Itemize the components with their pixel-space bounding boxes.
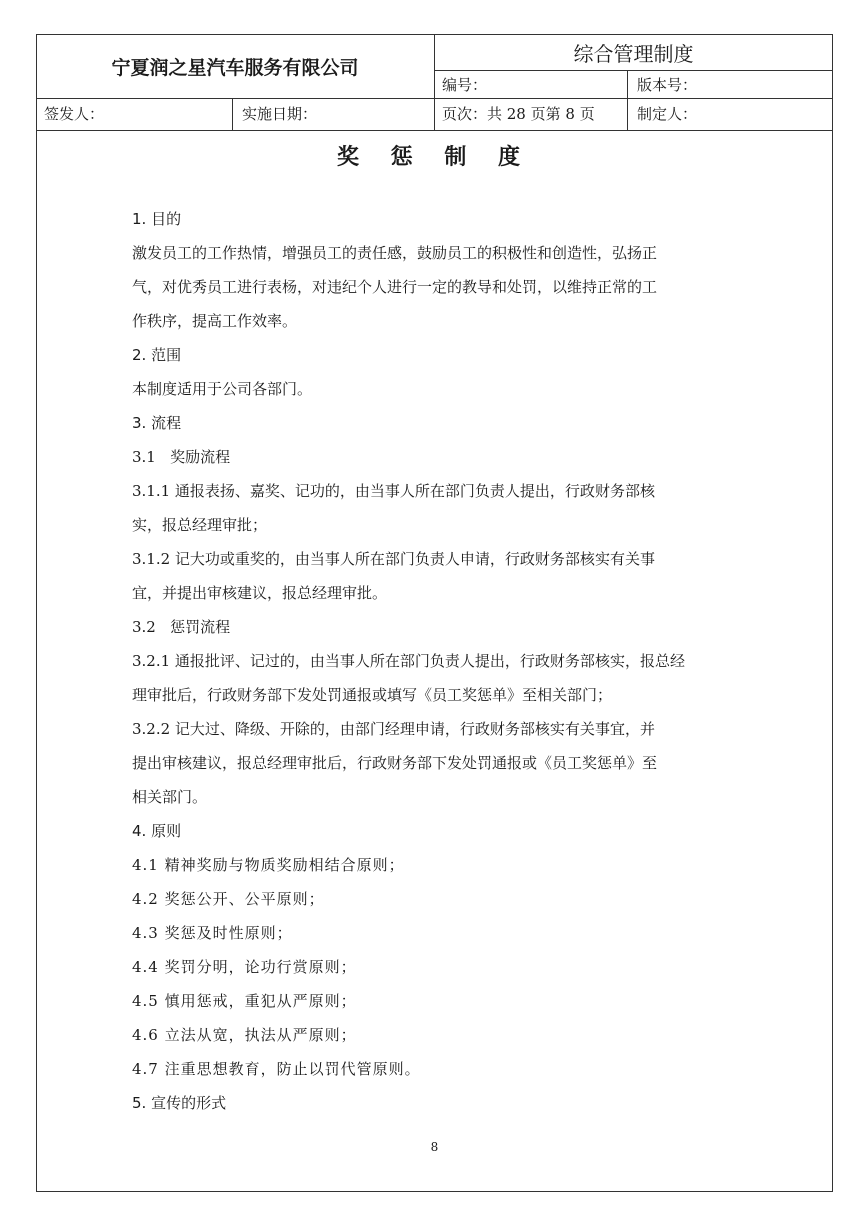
subsection-3-1: 3.1 奖励流程 [132,448,231,466]
subsection-3-2: 3.2 惩罚流程 [132,618,231,636]
number-label: 编号： [442,76,488,94]
issuer-label: 签发人： [44,105,105,123]
clause-3-2-2: 提出审核建议，报总经理审批后，行政财务部下发处罚通报或《员工奖惩单》至 [132,754,658,772]
clause-3-2-2: 3.2.2 记大过、降级、开除的，由部门经理申请，行政财务部核实有关事宜，并 [132,720,655,738]
principle-item: 4.2 奖惩公开、公平原则； [132,890,325,908]
header-divider-version [627,70,628,130]
document-type: 综合管理制度 [573,41,694,66]
principle-item: 4.4 奖罚分明，论功行赏原则； [132,958,357,976]
principle-item: 4.1 精神奖励与物质奖励相结合原则； [132,856,405,874]
section-5-heading: 5. 宣传的形式 [132,1094,227,1112]
clause-3-1-2: 3.1.2 记大功或重奖的，由当事人所在部门负责人申请，行政财务部核实有关事 [132,550,655,568]
version-label: 版本号： [637,76,698,94]
section-1-line: 激发员工的工作热情，增强员工的责任感，鼓励员工的积极性和创造性，弘扬正 [132,244,658,262]
section-1-line: 气，对优秀员工进行表杨，对违纪个人进行一定的教导和处罚，以维持正常的工 [132,278,658,296]
section-2-line: 本制度适用于公司各部门。 [132,380,313,398]
header-divider-row2 [36,98,833,99]
clause-3-2-1: 理审批后，行政财务部下发处罚通报或填写《员工奖惩单》至相关部门； [132,686,613,704]
principle-item: 4.3 奖惩及时性原则； [132,924,293,942]
principle-item: 4.5 慎用惩戒，重犯从严原则； [132,992,357,1010]
header-divider-bottom [36,130,833,131]
document-title: 奖 惩 制 度 [337,145,532,170]
clause-3-1-2: 宜，并提出审核建议，报总经理审批。 [132,584,388,602]
header-divider-doc-type [434,70,833,71]
section-1-heading: 1. 目的 [132,210,182,228]
section-1-line: 作秩序，提高工作效率。 [132,312,298,330]
header-divider-date [232,98,233,130]
clause-3-1-1: 实，报总经理审批； [132,516,268,534]
section-3-heading: 3. 流程 [132,414,182,432]
date-label: 实施日期： [242,105,318,123]
section-2-heading: 2. 范围 [132,346,182,364]
maker-label: 制定人： [637,105,698,123]
section-4-heading: 4. 原则 [132,822,182,840]
clause-3-2-1: 3.2.1 通报批评、记过的，由当事人所在部门负责人提出，行政财务部核实，报总经 [132,652,685,670]
company-name: 宁夏润之星汽车服务有限公司 [111,56,359,79]
clause-3-2-2: 相关部门。 [132,788,208,806]
page-number: 8 [430,1140,439,1154]
page-info-label: 页次：共 28 页第 8 页 [442,105,595,123]
principle-item: 4.6 立法从宽，执法从严原则； [132,1026,357,1044]
clause-3-1-1: 3.1.1 通报表扬、嘉奖、记功的，由当事人所在部门负责人提出，行政财务部核 [132,482,655,500]
document-body [132,202,744,1120]
principle-item: 4.7 注重思想教育，防止以罚代管原则。 [132,1060,421,1078]
